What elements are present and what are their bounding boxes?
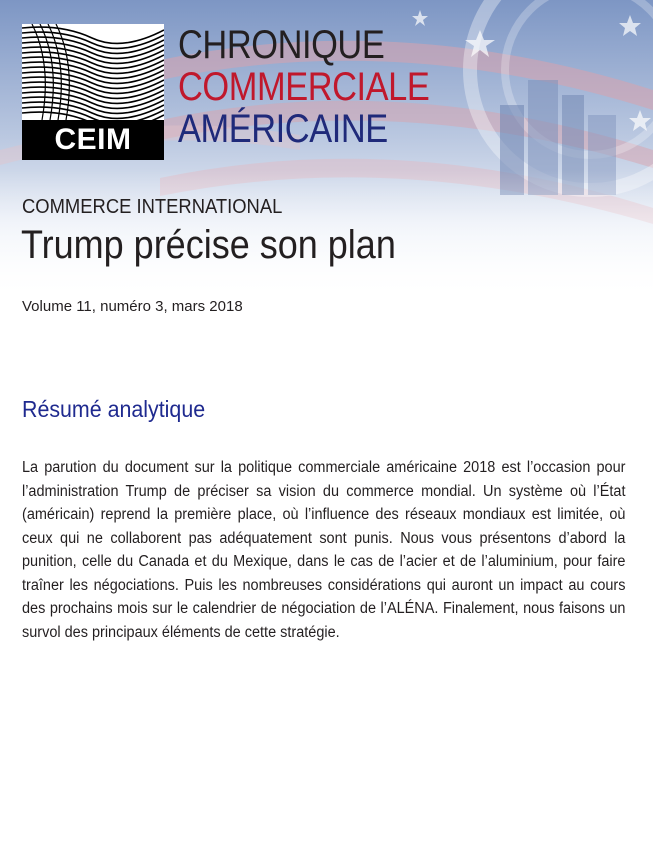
article-title: Trump précise son plan [21,223,396,267]
series-title [178,24,429,150]
header-banner [0,0,653,300]
article-kicker: COMMERCE INTERNATIONAL [22,196,283,218]
issue-info: Volume 11, numéro 3, mars 2018 [22,298,243,315]
series-title-line-2: COMMERCIALE [178,65,430,109]
series-title-line-1: CHRONIQUE [178,23,385,67]
logo-text: CEIM [22,120,164,160]
summary-heading: Résumé analytique [22,396,206,422]
ceim-logo [22,24,164,160]
summary-body: La parution du document sur la politique commerciale américaine 2018 est l’occasion pour l’administration Trump de préciser sa vision du commerce mondial. Un système où l’État (américain) reprend la première place, où l’influence des réseaux mondiaux est limitée, où ceux qui ne collaborent pas adéquatement sont punis. Nous vous présentons d’abord la punition, celle du Canada et du Mexique, dans le cas de l’acier et de l’aluminium, pour faire traîner les négociations. Puis les nombreuses considérations qui auront un impact au cours des prochains mois sur le calendrier de négociation de l’ALÉNA. Finalement, nous faisons un survol des principaux éléments de cette stratégie. [22,459,626,641]
series-title-line-3: AMÉRICAINE [178,107,388,151]
logo-wave-pattern [22,24,164,120]
